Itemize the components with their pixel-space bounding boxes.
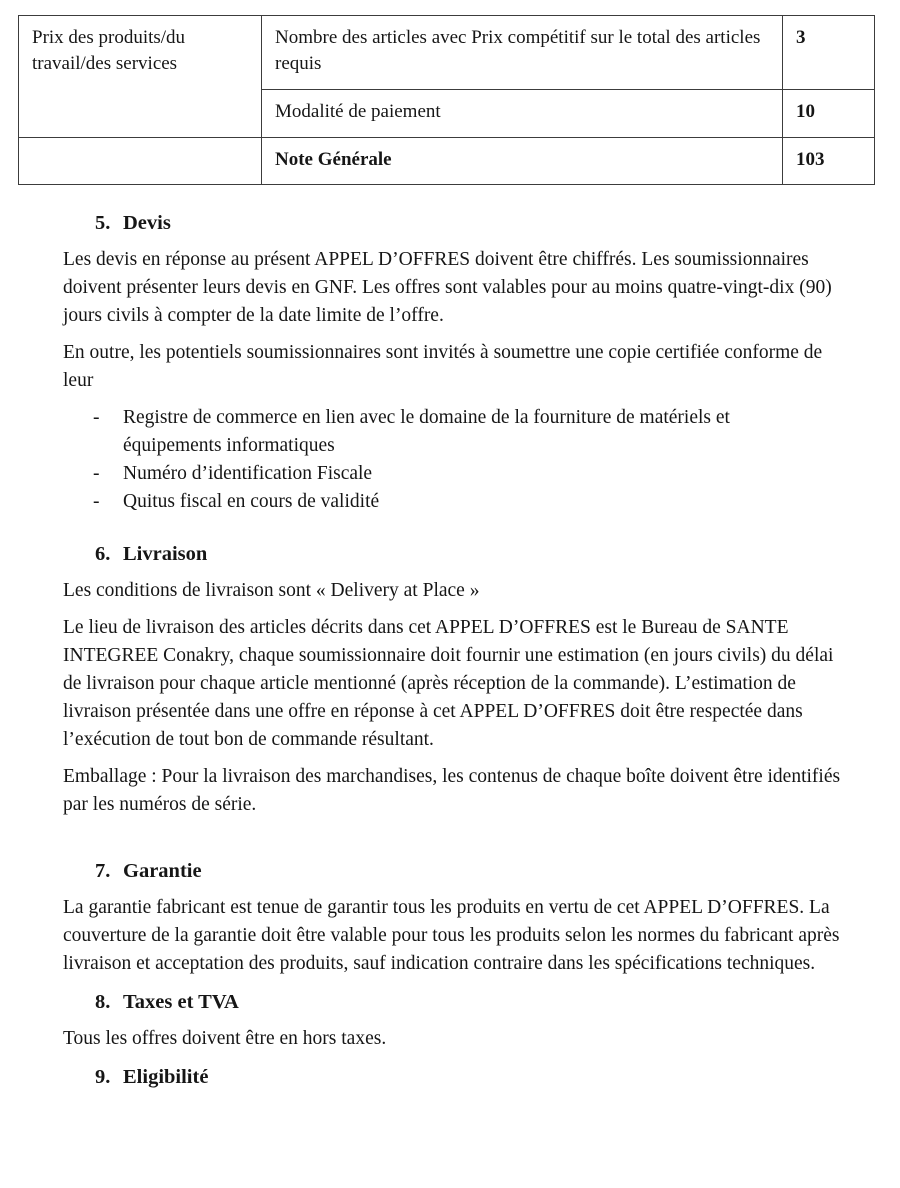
section-heading-garantie <box>95 857 851 885</box>
section-title: Garantie <box>123 860 202 882</box>
section-title: Livraison <box>123 543 208 565</box>
table-cell-value: 3 <box>783 16 875 90</box>
section-number: 7. <box>95 860 111 882</box>
paragraph: En outre, les potentiels soumissionnaires sont invités à soumettre une copie certifiée conforme de leur <box>63 342 823 391</box>
list-dash: - <box>93 491 100 512</box>
list-dash: - <box>93 463 100 484</box>
section-heading-livraison <box>95 540 851 568</box>
table-cell-value: 10 <box>783 90 875 138</box>
section-livraison <box>63 540 851 819</box>
table-cell-criterion: Note Générale <box>262 138 783 185</box>
document-page <box>0 15 900 1188</box>
section-number: 5. <box>95 212 111 234</box>
table-cell-category-empty <box>19 138 262 185</box>
section-heading-devis <box>95 209 851 237</box>
list-dash: - <box>93 407 100 428</box>
paragraph: Tous les offres doivent être en hors taxes. <box>63 1028 387 1049</box>
section-number: 9. <box>95 1066 111 1088</box>
section-taxes-tva <box>63 988 851 1053</box>
list-item <box>93 488 851 516</box>
section-number: 8. <box>95 991 111 1013</box>
table-cell-value: 103 <box>783 138 875 185</box>
table-cell-criterion: Nombre des articles avec Prix compétitif sur le total des articles requis <box>262 16 783 90</box>
section-number: 6. <box>95 543 111 565</box>
document-body <box>63 209 851 1091</box>
bullet-list <box>93 404 851 516</box>
list-item-text: Numéro d’identification Fiscale <box>123 463 373 484</box>
paragraph: La garantie fabricant est tenue de garantir tous les produits en vertu de cet APPEL D’OFFRES. La couverture de la garantie doit être valable pour tous les produits selon les normes du fabricant après livraison et acceptation des produits, sauf indication contraire dans les spécifications techniques. <box>63 897 840 974</box>
paragraph: Les conditions de livraison sont « Delivery at Place » <box>63 580 480 601</box>
list-item-text: Registre de commerce en lien avec le domaine de la fourniture de matériels et équipements informatiques <box>123 407 730 456</box>
section-garantie <box>63 857 851 978</box>
list-item <box>93 460 851 488</box>
section-devis <box>63 209 851 516</box>
section-title: Eligibilité <box>123 1066 209 1088</box>
table-row <box>19 16 875 90</box>
table-cell-criterion: Modalité de paiement <box>262 90 783 138</box>
section-eligibilite <box>63 1063 851 1091</box>
section-title: Taxes et TVA <box>123 991 239 1013</box>
section-title: Devis <box>123 212 171 234</box>
paragraph: Emballage : Pour la livraison des marchandises, les contenus de chaque boîte doivent être identifiés par les numéros de série. <box>63 766 841 815</box>
table-cell-category: Prix des produits/du travail/des services <box>19 16 262 138</box>
section-heading-eligibilite <box>95 1063 851 1091</box>
list-item <box>93 404 851 460</box>
list-item-text: Quitus fiscal en cours de validité <box>123 491 380 512</box>
table-row <box>19 138 875 185</box>
paragraph: Les devis en réponse au présent APPEL D’OFFRES doivent être chiffrés. Les soumissionnaires doivent présenter leurs devis en GNF. Les offres sont valables pour au moins quatre-vingt-dix (90) jours civils à compter de la date limite de l’offre. <box>63 249 832 326</box>
paragraph: Le lieu de livraison des articles décrits dans cet APPEL D’OFFRES est le Bureau de SANTE INTEGREE Conakry, chaque soumissionnaire doit fournir une estimation (en jours civils) du délai de livraison pour chaque article mentionné (après réception de la commande). L’estimation de livraison présentée dans une offre en réponse à cet APPEL D’OFFRES doit être respectée dans l’exécution de tout bon de commande résultant. <box>63 617 834 750</box>
section-heading-taxes-tva <box>95 988 851 1016</box>
evaluation-table <box>18 15 875 185</box>
